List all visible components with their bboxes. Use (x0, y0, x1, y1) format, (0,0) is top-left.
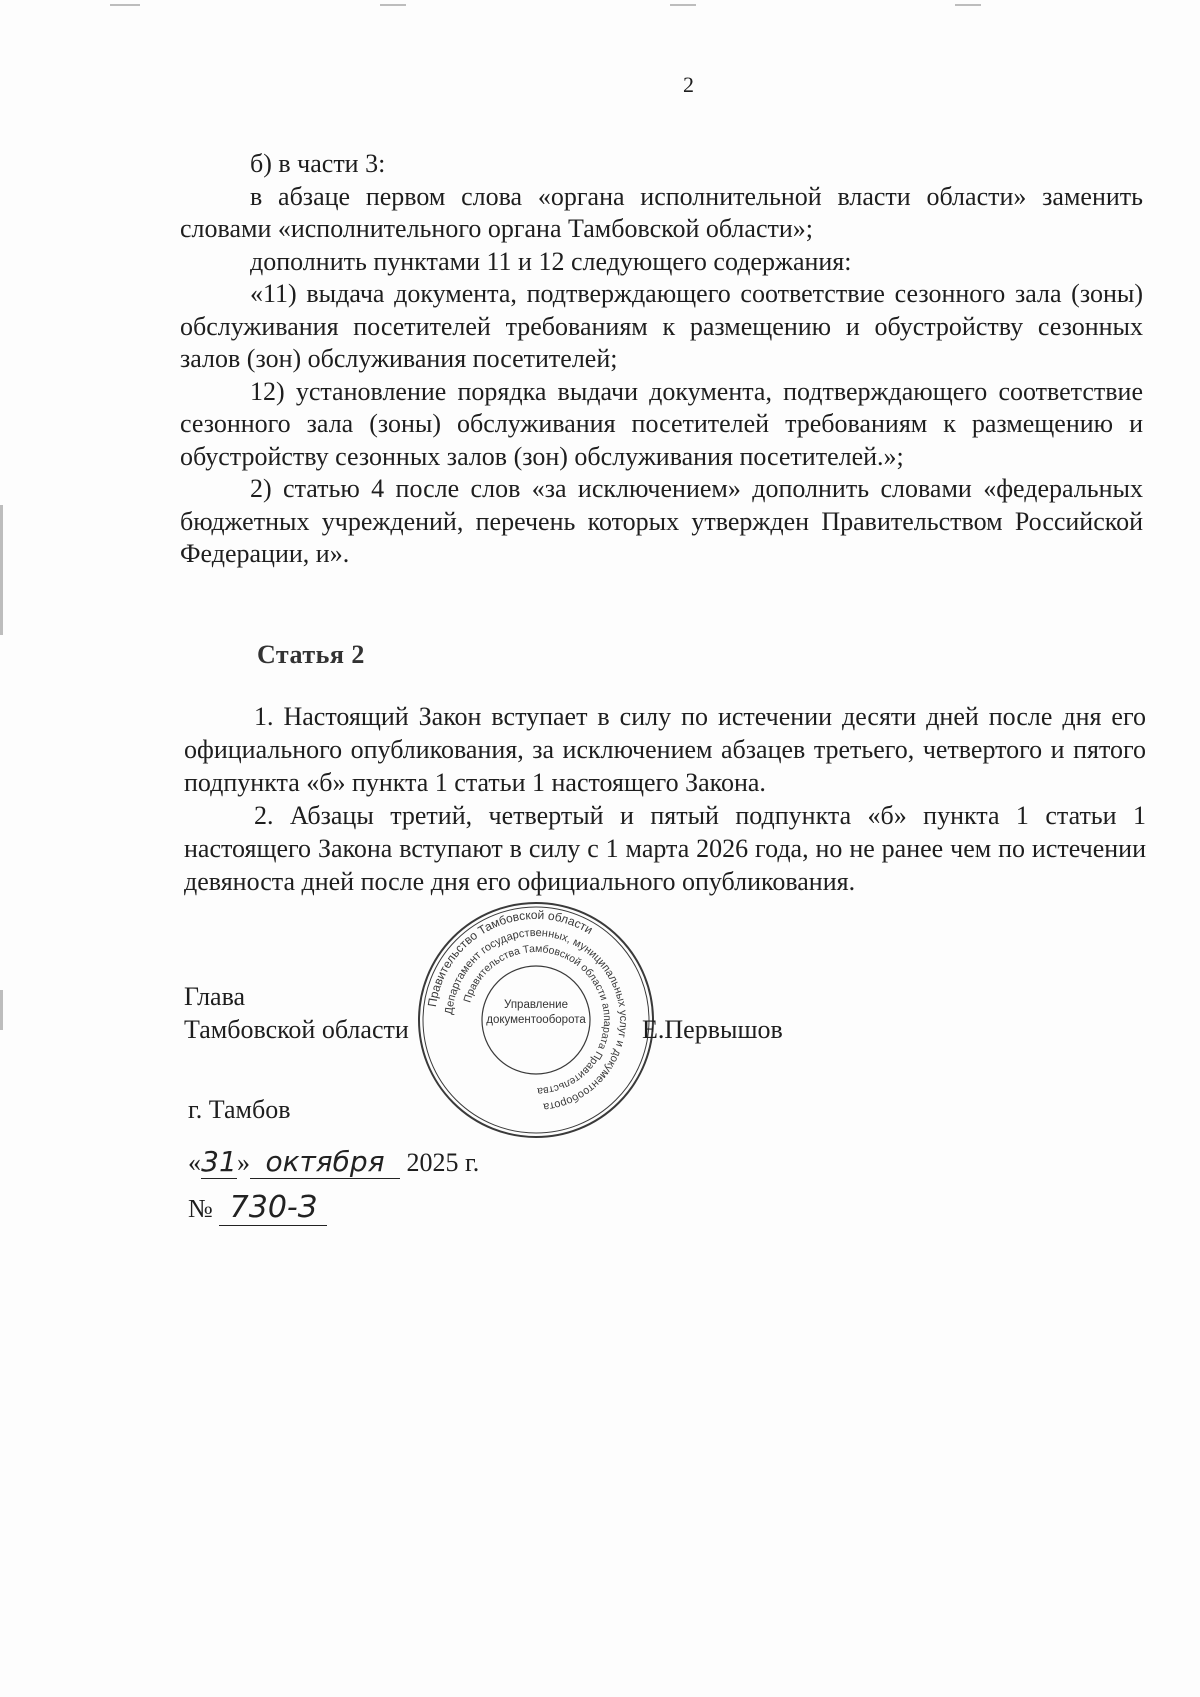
article-paragraph: 2. Абзацы третий, четвертый и пятый подпункта «б» пункта 1 статьи 1 настоящего Закона вступают в силу с 1 марта 2026 года, но не ранее чем по истечении девяноста дней после дня его официального опубликования. (184, 801, 1146, 896)
paragraph: в абзаце первом слова «органа исполнительной власти области» заменить словами «исполнительного органа Тамбовской области»; (180, 181, 1143, 243)
date-day: 31 (201, 1145, 237, 1178)
law-number (188, 1190, 327, 1226)
paragraph: дополнить пунктами 11 и 12 следующего содержания: (250, 246, 852, 276)
scan-artifact (380, 4, 406, 6)
date-close-quote: » (237, 1148, 250, 1177)
date-year: 2025 г. (406, 1148, 480, 1177)
paragraph: «11) выдача документа, подтверждающего соответствие сезонного зала (зоны) обслуживания посетителей требованиям к размещению и обустройству сезонных залов (зон) обслуживания посетителей; (180, 279, 1143, 373)
article-text (184, 700, 1146, 898)
stamp-middle-text: Департамент государственных, муниципальных услуг и документооборота (443, 926, 630, 1113)
article-heading: Статья 2 (257, 640, 365, 669)
amendment-text (180, 148, 1143, 571)
scan-artifact (110, 4, 140, 6)
paragraph: 2) статью 4 после слов «за исключением» дополнить словами «федеральных бюджетных учреждений, перечень которых утвержден Правительством Российской Федерации, и». (180, 474, 1143, 568)
number-label: № (188, 1194, 213, 1223)
article-paragraph: 1. Настоящий Закон вступает в силу по истечении десяти дней после дня его официального опубликования, за исключением абзацев третьего, четвертого и пятого подпункта «б» пункта 1 статьи 1 настоящего Закона. (184, 702, 1146, 797)
page-number: 2 (683, 72, 694, 97)
official-stamp (416, 900, 656, 1140)
date-month: октября (250, 1145, 400, 1179)
signatory-name: Е.Первышов (642, 1015, 783, 1044)
signatory-title (184, 980, 409, 1046)
signatory-title-line: Тамбовской области (184, 1015, 409, 1044)
number-value: 730-З (219, 1190, 327, 1226)
paragraph: 12) установление порядка выдачи документа, подтверждающего соответствие сезонного зала (зоны) обслуживания посетителей требованиям к размещению и обустройству сезонных залов (зон) обслуживания посетителей.»; (180, 376, 1143, 471)
signatory-title-line: Глава (184, 982, 246, 1011)
stamp-outer-text: Правительство Тамбовской области (424, 907, 596, 1008)
stamp-center-text (486, 998, 586, 1028)
scan-artifact (955, 4, 981, 6)
scan-artifact (0, 990, 3, 1030)
paragraph: б) в части 3: (250, 149, 386, 178)
signing-date (188, 1145, 508, 1185)
stamp-inner-text: Правительства Тамбовской области аппарата Правительства (461, 942, 614, 1098)
stamp-center-line: документооборота (486, 1014, 586, 1026)
date-open-quote: « (188, 1148, 201, 1177)
scan-artifact (670, 4, 696, 6)
city-label: г. Тамбов (188, 1095, 291, 1124)
scan-artifact (0, 505, 3, 635)
stamp-center-line: Управление (504, 999, 568, 1011)
